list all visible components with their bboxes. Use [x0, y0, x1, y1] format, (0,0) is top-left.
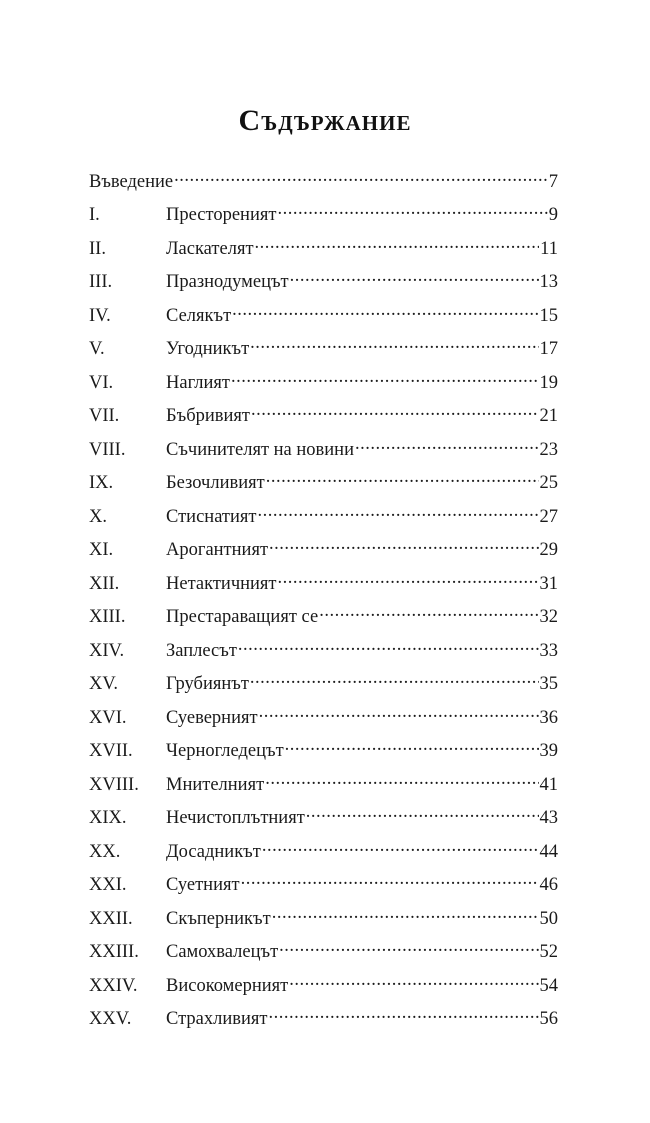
toc-entry[interactable]: [89, 838, 558, 872]
toc-entry-label: Високомерният: [166, 975, 289, 996]
toc-entry[interactable]: [89, 503, 558, 537]
toc-entry-label: Празнодумецът: [166, 272, 289, 292]
dot-leader: [174, 168, 548, 187]
toc-entry-intro[interactable]: [89, 168, 558, 202]
toc-entry-label: Арогантният: [166, 540, 269, 560]
toc-entry[interactable]: [89, 570, 558, 604]
toc-entry-label: Съчинителят на новини: [166, 439, 354, 460]
toc-entry-label: Престореният: [166, 205, 277, 225]
dot-leader: [231, 369, 539, 388]
toc-entry[interactable]: [89, 336, 558, 370]
toc-entry-number: VI.: [89, 372, 114, 393]
toc-entry[interactable]: [89, 302, 558, 336]
toc-entry[interactable]: [89, 436, 558, 470]
toc-entry[interactable]: [89, 269, 558, 303]
toc-entry-number: XIII.: [89, 607, 126, 627]
toc-entry[interactable]: [89, 235, 558, 269]
toc-entry-number: II.: [89, 238, 106, 259]
dot-leader: [266, 470, 539, 489]
toc-entry-page: 17: [539, 339, 558, 359]
toc-entry[interactable]: [89, 369, 558, 403]
dot-leader: [255, 235, 540, 254]
toc-entry-page: 52: [539, 942, 558, 962]
dot-leader: [268, 1006, 538, 1025]
toc-entry[interactable]: [89, 738, 558, 772]
toc-entry-label: Безочливият: [166, 473, 265, 493]
dot-leader: [306, 805, 539, 824]
toc-entry-label: Черногледецът: [166, 741, 284, 761]
table-of-contents: [89, 168, 558, 1039]
toc-entry-label: Бъбривият: [166, 406, 250, 426]
toc-entry-page: 33: [539, 640, 558, 661]
dot-leader: [258, 503, 539, 522]
dot-leader: [290, 269, 539, 288]
toc-entry[interactable]: [89, 604, 558, 638]
toc-entry-page: 9: [548, 205, 558, 225]
toc-entry-number: XIV.: [89, 640, 125, 661]
toc-entry-number: XVI.: [89, 707, 127, 728]
toc-entry-number: I.: [89, 205, 100, 225]
toc-entry[interactable]: [89, 637, 558, 671]
toc-entry-number: X.: [89, 506, 107, 527]
toc-entry-label: Стиснатият: [166, 506, 257, 527]
toc-entry-label: Наглият: [166, 372, 230, 393]
toc-entry-number: III.: [89, 272, 113, 292]
dot-leader: [241, 872, 539, 891]
toc-entry-page: 21: [539, 406, 558, 426]
toc-entry-label: Досадникът: [166, 841, 261, 862]
dot-leader: [277, 202, 547, 221]
toc-entry-number: XI.: [89, 540, 114, 560]
toc-entry[interactable]: [89, 905, 558, 939]
toc-entry-label: Въведение: [89, 171, 174, 192]
toc-entry-number: VIII.: [89, 439, 126, 460]
toc-entry-page: 35: [539, 674, 558, 694]
toc-entry-page: 13: [539, 272, 558, 292]
toc-entry-page: 41: [539, 774, 558, 795]
toc-entry-label: Скъперникът: [166, 908, 271, 929]
toc-entry-label: Мнителният: [166, 774, 265, 795]
toc-entry-page: 50: [539, 908, 558, 929]
dot-leader: [238, 637, 539, 656]
toc-entry-label: Суеверният: [166, 707, 258, 728]
dot-leader: [272, 905, 539, 924]
dot-leader: [279, 939, 538, 958]
page-title: Съдържание: [238, 104, 412, 137]
toc-entry-page: 32: [539, 607, 558, 627]
toc-entry-label: Ласкателят: [166, 238, 254, 259]
toc-entry-number: XV.: [89, 674, 118, 694]
dot-leader: [285, 738, 539, 757]
toc-entry-page: 43: [539, 808, 558, 828]
toc-entry-number: XXV.: [89, 1009, 132, 1029]
toc-entry-number: XXI.: [89, 875, 127, 895]
dot-leader: [355, 436, 539, 455]
toc-entry-label: Суетният: [166, 875, 240, 895]
toc-entry[interactable]: [89, 470, 558, 504]
toc-entry-page: 44: [539, 841, 558, 862]
toc-entry-page: 7: [548, 171, 558, 192]
dot-leader: [251, 403, 539, 422]
toc-entry[interactable]: [89, 671, 558, 705]
toc-entry-page: 27: [539, 506, 558, 527]
dot-leader: [265, 771, 538, 790]
dot-leader: [269, 537, 538, 556]
toc-entry[interactable]: [89, 704, 558, 738]
toc-entry-number: IV.: [89, 305, 111, 326]
toc-entry-page: 54: [539, 975, 558, 996]
dot-leader: [250, 671, 539, 690]
toc-entry-number: XXII.: [89, 908, 133, 929]
dot-leader: [289, 972, 538, 991]
dot-leader: [319, 604, 538, 623]
toc-entry-label: Селякът: [166, 305, 232, 326]
toc-entry-label: Нечистоплътният: [166, 808, 305, 828]
toc-entry[interactable]: [89, 1006, 558, 1040]
toc-entry-label: Престараващият се: [166, 607, 319, 627]
toc-entry[interactable]: [89, 972, 558, 1006]
toc-entry[interactable]: [89, 939, 558, 973]
toc-entry-number: XVII.: [89, 741, 133, 761]
toc-entry-label: Заплесът: [166, 640, 237, 661]
dot-leader: [250, 336, 538, 355]
toc-entry-number: XII.: [89, 573, 120, 594]
toc-entry[interactable]: [89, 805, 558, 839]
dot-leader: [259, 704, 539, 723]
toc-entry-page: 36: [539, 707, 558, 728]
toc-entry[interactable]: [89, 771, 558, 805]
toc-entry[interactable]: [89, 202, 558, 236]
toc-entry-label: Самохвалецът: [166, 942, 279, 962]
toc-entry[interactable]: [89, 403, 558, 437]
toc-entry-number: XIX.: [89, 808, 127, 828]
toc-entry-page: 25: [539, 473, 558, 493]
toc-entry-page: 46: [539, 875, 558, 895]
dot-leader: [278, 570, 539, 589]
toc-entry-page: 31: [539, 573, 558, 594]
toc-entry-number: XXIII.: [89, 942, 139, 962]
dot-leader: [232, 302, 538, 321]
toc-entry-number: IX.: [89, 473, 114, 493]
toc-entry-label: Страхливият: [166, 1009, 268, 1029]
toc-entry-page: 19: [539, 372, 558, 393]
toc-entry-number: V.: [89, 339, 105, 359]
toc-entry-number: XX.: [89, 841, 121, 862]
toc-entry-number: XVIII.: [89, 774, 139, 795]
toc-entry-page: 23: [539, 439, 558, 460]
toc-entry-label: Угодникът: [166, 339, 250, 359]
toc-entry-number: VII.: [89, 406, 120, 426]
toc-entry-label: Нетактичният: [166, 573, 277, 594]
toc-entry-number: XXIV.: [89, 975, 138, 996]
toc-entry[interactable]: [89, 872, 558, 906]
toc-entry-page: 39: [539, 741, 558, 761]
toc-entry-label: Грубиянът: [166, 674, 249, 694]
toc-entry-page: 29: [539, 540, 558, 560]
toc-entry-page: 11: [540, 238, 558, 259]
toc-entry[interactable]: [89, 537, 558, 571]
toc-entry-page: 15: [539, 305, 558, 326]
dot-leader: [262, 838, 539, 857]
toc-entry-page: 56: [539, 1009, 558, 1029]
